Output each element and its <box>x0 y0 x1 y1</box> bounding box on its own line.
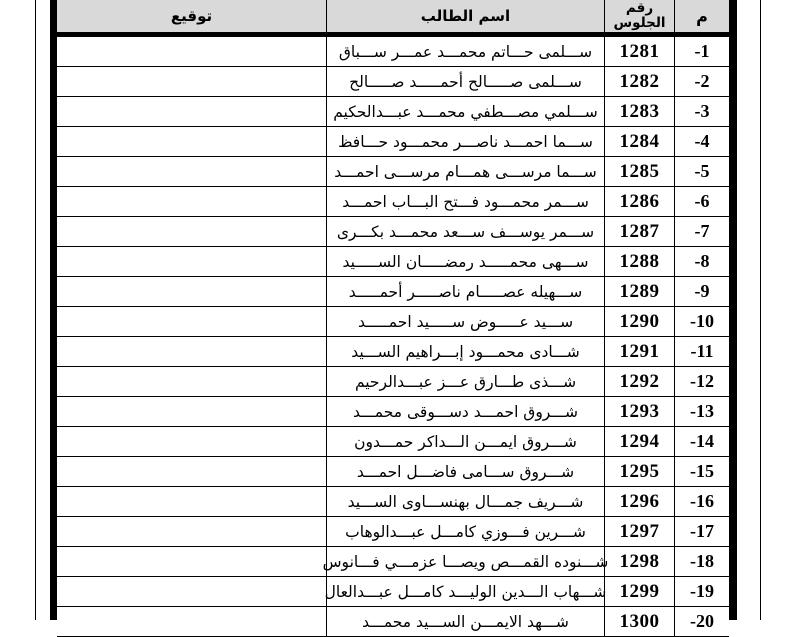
signature-cell <box>57 577 326 606</box>
seat-number-cell <box>604 607 674 636</box>
seat-number-value: 1300 <box>619 610 660 632</box>
seat-number-cell <box>604 547 674 576</box>
table-header-row <box>57 0 729 33</box>
student-name-cell <box>326 517 604 546</box>
header-seat-number <box>604 0 674 32</box>
signature-cell <box>57 97 326 126</box>
serial-number-cell <box>674 457 729 486</box>
seat-number-value: 1286 <box>619 190 660 212</box>
seat-number-value: 1296 <box>619 490 660 512</box>
serial-number-value: -3 <box>694 101 710 121</box>
table-row <box>57 247 729 277</box>
signature-cell <box>57 37 326 66</box>
serial-number-cell <box>674 67 729 96</box>
seat-number-value: 1285 <box>619 160 660 182</box>
student-name-value: شـــهاب الـــدين الوليـــد كامـــل عبـــدالعال <box>324 582 607 601</box>
student-name-value: ســـلمى صـــــالح أحمـــــد صـــــالح <box>349 72 582 91</box>
student-name-cell <box>322 547 609 576</box>
serial-number-value: -16 <box>690 491 714 511</box>
student-name-value: ســـهى محمـــــد رمضـــــان الســـــيد <box>342 252 589 271</box>
table-row <box>57 547 729 577</box>
seat-number-cell <box>604 67 674 96</box>
student-name-cell <box>324 577 607 606</box>
serial-number-value: -17 <box>690 521 714 541</box>
table-row <box>57 577 729 607</box>
table-row <box>57 127 729 157</box>
serial-number-cell <box>674 217 729 246</box>
serial-number-value: -4 <box>694 131 710 151</box>
table-body <box>57 37 729 637</box>
page-frame-line-right <box>760 0 761 620</box>
student-name-cell <box>326 127 604 156</box>
signature-cell <box>57 547 326 576</box>
table-row <box>57 517 729 547</box>
seat-number-value: 1299 <box>619 580 660 602</box>
serial-number-cell <box>674 187 729 216</box>
table-row <box>57 217 729 247</box>
seat-number-value: 1292 <box>619 370 660 392</box>
student-name-value: شـــروق ايمـــن الـــداكر حمـــدون <box>354 432 577 451</box>
serial-number-value: -10 <box>690 311 714 331</box>
seat-number-value: 1293 <box>619 400 660 422</box>
seat-number-cell <box>604 187 674 216</box>
serial-number-value: -19 <box>690 581 714 601</box>
serial-number-cell <box>674 157 729 186</box>
student-name-cell <box>326 187 604 216</box>
student-name-cell <box>326 607 604 636</box>
signature-cell <box>57 457 326 486</box>
seat-number-cell <box>604 307 674 336</box>
table-row <box>57 97 729 127</box>
student-name-value: ســـهيله عصـــــام ناصـــــر أحمـــــد <box>348 282 583 301</box>
student-name-value: شـــنوده القمـــص ويصـــا عزمـــي فـــانوس <box>322 552 609 571</box>
seat-number-value: 1294 <box>619 430 660 452</box>
table-row <box>57 397 729 427</box>
seat-number-cell <box>604 517 674 546</box>
signature-cell <box>57 367 326 396</box>
serial-number-value: -11 <box>690 341 714 361</box>
serial-number-cell <box>674 577 729 606</box>
student-name-cell <box>326 487 604 516</box>
signature-cell <box>57 307 326 336</box>
serial-number-cell <box>674 97 729 126</box>
serial-number-value: -15 <box>690 461 714 481</box>
seat-number-cell <box>604 247 674 276</box>
serial-number-cell <box>674 517 729 546</box>
serial-number-value: -6 <box>694 191 710 211</box>
student-name-value: شـــروق احمـــد دســـوقى محمـــد <box>353 402 578 421</box>
header-signature <box>57 0 326 32</box>
student-name-cell <box>326 37 604 66</box>
seat-number-cell <box>604 427 674 456</box>
header-student-name-label: اسم الطالب <box>420 7 511 25</box>
student-name-value: ســـما احمـــد ناصـــر محمـــود حـــافظ <box>338 132 593 151</box>
seat-number-value: 1298 <box>619 550 660 572</box>
header-seat-label-line1: رقم <box>625 0 654 16</box>
serial-number-value: -14 <box>690 431 714 451</box>
student-name-cell <box>326 457 604 486</box>
seat-number-value: 1288 <box>619 250 660 272</box>
serial-number-value: -8 <box>694 251 710 271</box>
serial-number-cell <box>674 487 729 516</box>
seat-number-value: 1281 <box>619 40 660 62</box>
student-name-value: شـــريف جمـــال بهنســـاوى الســـيد <box>347 492 584 511</box>
serial-number-value: -5 <box>694 161 710 181</box>
seat-number-value: 1282 <box>619 70 660 92</box>
seat-number-cell <box>604 367 674 396</box>
seat-number-cell <box>604 277 674 306</box>
seat-number-cell <box>604 457 674 486</box>
serial-number-cell <box>674 367 729 396</box>
seat-number-cell <box>604 337 674 366</box>
serial-number-value: -18 <box>690 551 714 571</box>
seat-number-cell <box>604 127 674 156</box>
student-name-cell <box>326 427 604 456</box>
serial-number-cell <box>674 397 729 426</box>
seat-number-value: 1284 <box>619 130 660 152</box>
header-student-name <box>326 0 604 32</box>
serial-number-cell <box>674 37 729 66</box>
student-name-value: ســـلمى حـــاتم محمـــد عمـــر ســـباق <box>338 42 593 61</box>
table-row <box>57 187 729 217</box>
table-row <box>57 67 729 97</box>
signature-cell <box>57 427 326 456</box>
student-name-cell <box>326 337 604 366</box>
student-name-value: شـــادى محمـــود إبـــراهيم الســـيد <box>351 342 580 361</box>
student-name-cell <box>326 157 604 186</box>
signature-cell <box>57 217 326 246</box>
seat-number-cell <box>604 577 674 606</box>
student-name-cell <box>326 277 604 306</box>
table-row <box>57 37 729 67</box>
page-frame-line-left <box>35 0 36 620</box>
seat-number-cell <box>604 157 674 186</box>
student-name-value: ســـلمي مصـــطفي محمـــد عبـــدالحكيم <box>333 102 598 121</box>
serial-number-value: -2 <box>694 71 710 91</box>
header-signature-label: توقيع <box>170 7 213 25</box>
serial-number-cell <box>674 337 729 366</box>
table-row <box>57 337 729 367</box>
table-row <box>57 607 729 637</box>
table-row <box>57 487 729 517</box>
seat-number-value: 1287 <box>619 220 660 242</box>
signature-cell <box>57 277 326 306</box>
seat-number-cell <box>604 217 674 246</box>
serial-number-cell <box>674 607 729 636</box>
signature-cell <box>57 247 326 276</box>
student-name-value: شـــروق ســـامى فاضـــل احمـــد <box>356 462 575 481</box>
student-name-value: ســـيد عـــــوض ســـــيد احمـــــد <box>357 312 574 331</box>
seat-number-value: 1290 <box>619 310 660 332</box>
student-name-value: شـــهد الايمـــن الســـيد محمـــد <box>362 612 569 631</box>
header-serial-label: م <box>696 6 708 26</box>
seat-number-cell <box>604 487 674 516</box>
signature-cell <box>57 517 326 546</box>
student-name-cell <box>326 307 604 336</box>
student-name-cell <box>326 367 604 396</box>
signature-cell <box>57 607 326 636</box>
student-name-cell <box>326 217 604 246</box>
signature-cell <box>57 487 326 516</box>
seat-number-cell <box>604 37 674 66</box>
serial-number-value: -7 <box>694 221 710 241</box>
student-name-value: ســـما مرســـى همـــام مرســـى احمـــد <box>334 162 597 181</box>
header-seat-label-line2: الجلوس <box>613 15 666 31</box>
serial-number-value: -20 <box>690 611 714 631</box>
signature-cell <box>57 187 326 216</box>
serial-number-cell <box>674 427 729 456</box>
serial-number-value: -1 <box>694 41 710 61</box>
table-row <box>57 457 729 487</box>
student-name-cell <box>326 247 604 276</box>
signature-cell <box>57 127 326 156</box>
signature-cell <box>57 157 326 186</box>
seat-number-value: 1289 <box>619 280 660 302</box>
serial-number-value: -12 <box>690 371 714 391</box>
seat-number-value: 1291 <box>619 340 660 362</box>
table-row <box>57 157 729 187</box>
student-name-cell <box>326 67 604 96</box>
signature-cell <box>57 397 326 426</box>
student-name-cell <box>326 397 604 426</box>
seat-number-value: 1295 <box>619 460 660 482</box>
serial-number-cell <box>674 547 729 576</box>
student-name-value: شـــذى طـــارق عـــز عبـــدالرحيم <box>354 372 577 391</box>
serial-number-cell <box>674 307 729 336</box>
table-row <box>57 307 729 337</box>
seat-number-value: 1297 <box>619 520 660 542</box>
serial-number-cell <box>674 247 729 276</box>
seat-number-value: 1283 <box>619 100 660 122</box>
seat-number-cell <box>604 97 674 126</box>
serial-number-cell <box>674 127 729 156</box>
student-name-value: ســـمر محمـــود فـــتح البـــاب احمـــد <box>342 192 589 211</box>
student-name-cell <box>326 97 604 126</box>
signature-cell <box>57 67 326 96</box>
signature-cell <box>57 337 326 366</box>
serial-number-cell <box>674 277 729 306</box>
table-row <box>57 427 729 457</box>
student-name-value: شـــرين فـــوزي كامـــل عبـــدالوهاب <box>345 522 586 541</box>
attendance-table <box>50 0 737 632</box>
seat-number-cell <box>604 397 674 426</box>
student-name-value: ســـمر يوســـف ســـعد محمـــد بكـــرى <box>336 222 595 241</box>
table-row <box>57 367 729 397</box>
header-serial-number <box>674 0 729 32</box>
serial-number-value: -13 <box>690 401 714 421</box>
serial-number-value: -9 <box>694 281 710 301</box>
table-row <box>57 277 729 307</box>
